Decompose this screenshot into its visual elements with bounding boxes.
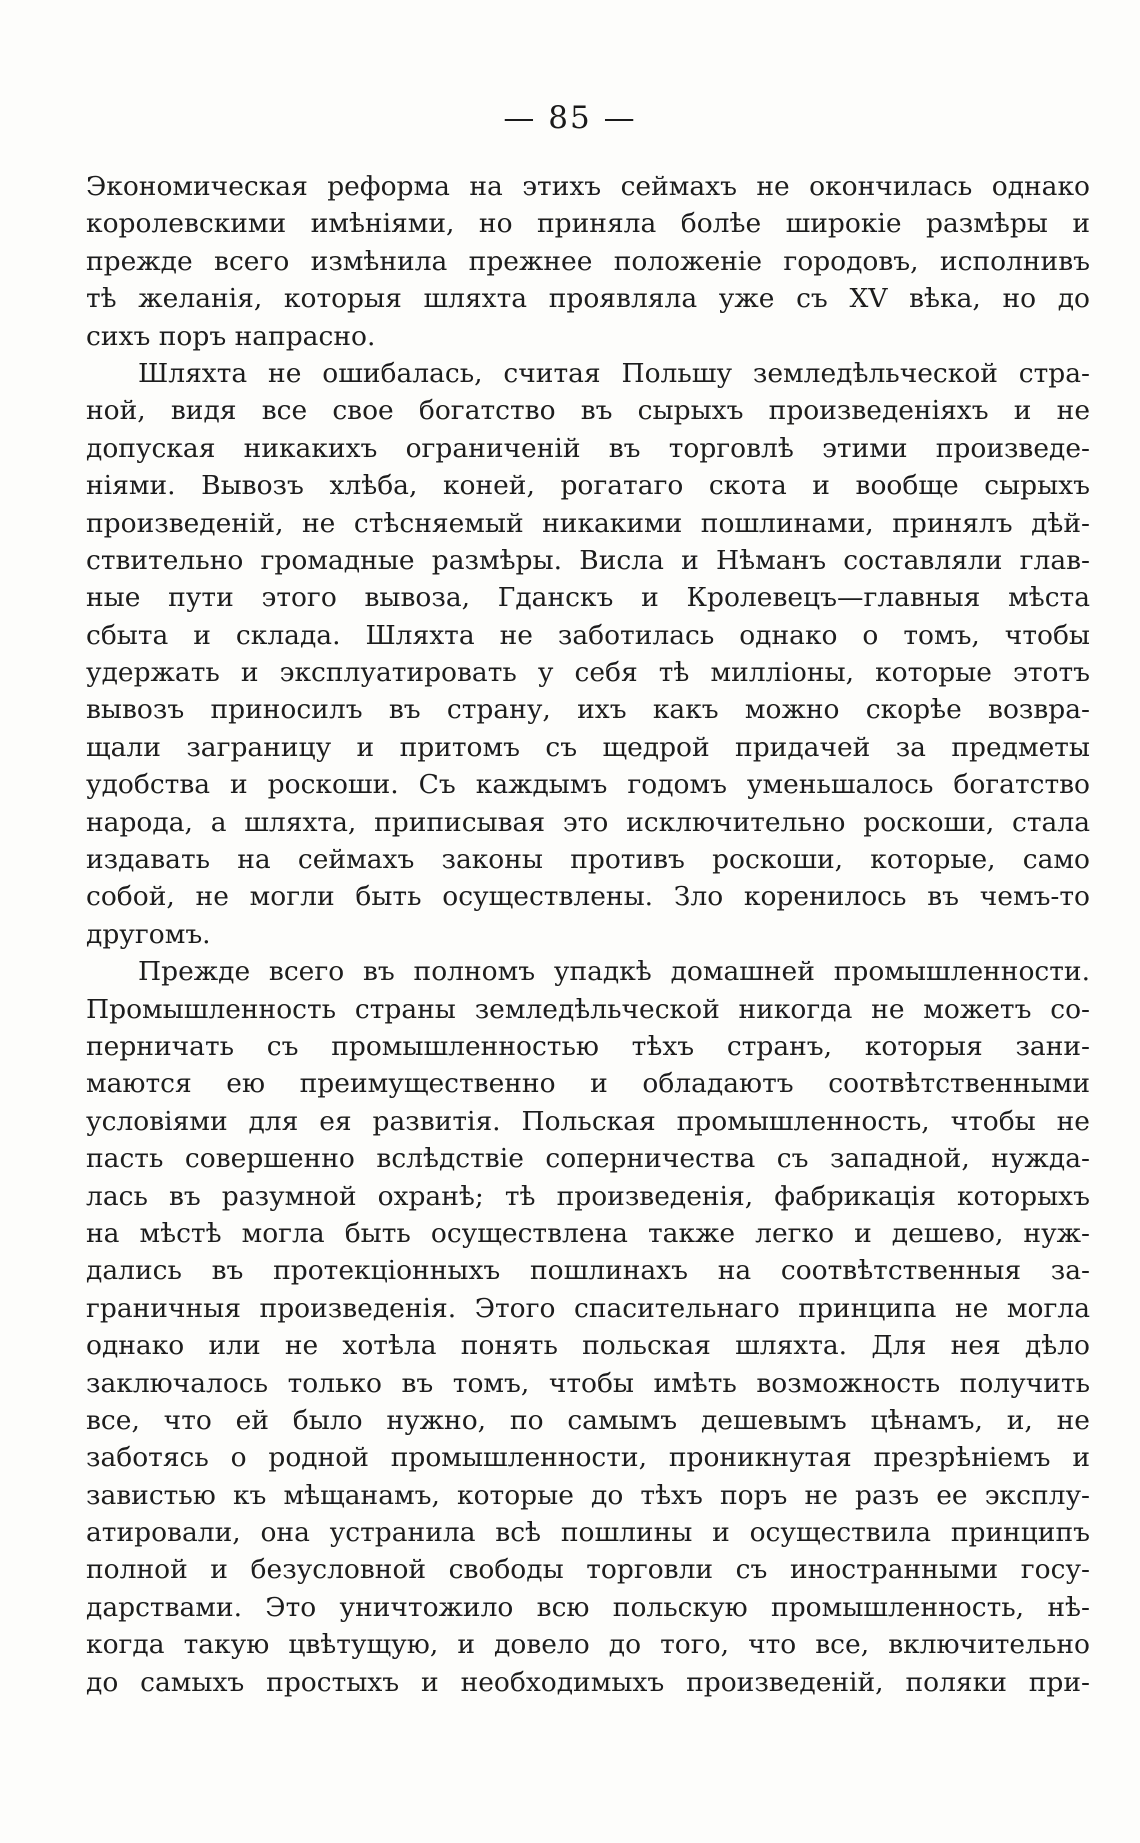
text-line: маются ею преимущественно и обладаютъ соотвѣтственными xyxy=(86,1068,1090,1100)
text-line: однако или не хотѣла понять польская шляхта. Для нея дѣло xyxy=(86,1330,1090,1362)
text-line: ствительно громадные размѣры. Висла и Нѣманъ составляли глав- xyxy=(86,544,1090,576)
text-line: дались въ протекціонныхъ пошлинахъ на соотвѣтственныя за- xyxy=(86,1255,1090,1287)
text-line: заботясь о родной промышленности, проникнутая презрѣніемъ и xyxy=(86,1442,1090,1474)
text-line: издавать на сеймахъ законы противъ роскоши, которые, само xyxy=(86,844,1090,876)
text-line: дарствами. Это уничтожило всю польскую промышленность, нѣ- xyxy=(86,1591,1090,1623)
text-line: тѣ желанія, которыя шляхта проявляла уже съ XV вѣка, но до xyxy=(86,283,1090,315)
text-line: пасть совершенно вслѣдствіе соперничества съ западной, нужда- xyxy=(86,1143,1090,1175)
text-line: народа, а шляхта, приписывая это исключительно роскоши, стала xyxy=(86,806,1090,838)
text-line: условіями для ея развитія. Польская промышленность, чтобы не xyxy=(86,1105,1090,1137)
text-line: до самыхъ простыхъ и необходимыхъ произведеній, поляки при- xyxy=(86,1666,1090,1698)
text-line: вывозъ приносилъ въ страну, ихъ какъ можно скорѣе возвра- xyxy=(86,694,1090,726)
text-line: Шляхта не ошибалась, считая Польшу земледѣльческой стра- xyxy=(138,357,1090,389)
text-line: королевскими имѣніями, но приняла болѣе широкіе размѣры и xyxy=(86,208,1090,240)
text-line: заключалось только въ томъ, чтобы имѣть возможность получить xyxy=(86,1367,1090,1399)
text-line: Экономическая реформа на этихъ сеймахъ не окончилась однако xyxy=(86,171,1090,202)
text-line: ные пути этого вывоза, Гданскъ и Кролевецъ—главныя мѣста xyxy=(86,582,1090,614)
text-line: другомъ. xyxy=(86,918,211,950)
text-line: Промышленность страны земледѣльческой никогда не можетъ со- xyxy=(86,993,1090,1025)
text-line: ной, видя все свое богатство въ сырыхъ произведеніяхъ и не xyxy=(86,395,1090,427)
text-line: все, что ей было нужно, по самымъ дешевымъ цѣнамъ, и, не xyxy=(86,1404,1090,1436)
text-line: ніями. Вывозъ хлѣба, коней, рогатаго скота и вообще сырыхъ xyxy=(86,470,1090,502)
text-line: лась въ разумной охранѣ; тѣ произведенія, фабрикація которыхъ xyxy=(86,1180,1090,1212)
text-line: прежде всего измѣнила прежнее положеніе городовъ, исполнивъ xyxy=(86,245,1090,277)
text-line: сихъ поръ напрасно. xyxy=(86,320,376,352)
text-line: на мѣстѣ могла быть осуществлена также легко и дешево, нуж- xyxy=(86,1217,1090,1249)
page-number: — 85 — xyxy=(503,100,637,136)
text-line: полной и безусловной свободы торговли съ иностранными госу- xyxy=(86,1554,1090,1586)
text-line: граничныя произведенія. Этого спасительнаго принципа не могла xyxy=(86,1292,1090,1324)
text-line: удержать и эксплуатировать у себя тѣ милліоны, которые этотъ xyxy=(86,657,1090,689)
text-line: когда такую цвѣтущую, и довело до того, что все, включительно xyxy=(86,1629,1090,1661)
paragraph xyxy=(86,953,1090,1701)
text-line: перничать съ промышленностью тѣхъ странъ, которыя зани- xyxy=(86,1030,1090,1062)
text-line: удобства и роскоши. Съ каждымъ годомъ уменьшалось богатство xyxy=(86,769,1090,801)
text-line: Прежде всего въ полномъ упадкѣ домашней промышленности. xyxy=(138,956,1090,988)
text-line: сбыта и склада. Шляхта не заботилась однако о томъ, чтобы xyxy=(86,619,1090,651)
paragraph xyxy=(86,168,1090,355)
text-line: собой, не могли быть осуществлены. Зло коренилось въ чемъ-то xyxy=(86,881,1090,913)
text-line: атировали, она устранила всѣ пошлины и осуществила принципъ xyxy=(86,1517,1090,1549)
text-line: допуская никакихъ ограниченій въ торговлѣ этими произведе- xyxy=(86,432,1090,464)
paragraph xyxy=(86,355,1090,953)
text-line: произведеній, не стѣсняемый никакими пошлинами, принялъ дѣй- xyxy=(86,507,1090,539)
text-line: завистью къ мѣщанамъ, которые до тѣхъ поръ не разъ ее эксплу- xyxy=(86,1479,1090,1511)
body-text xyxy=(86,168,1090,1701)
text-line: щали заграницу и притомъ съ щедрой придачей за предметы xyxy=(86,731,1090,763)
